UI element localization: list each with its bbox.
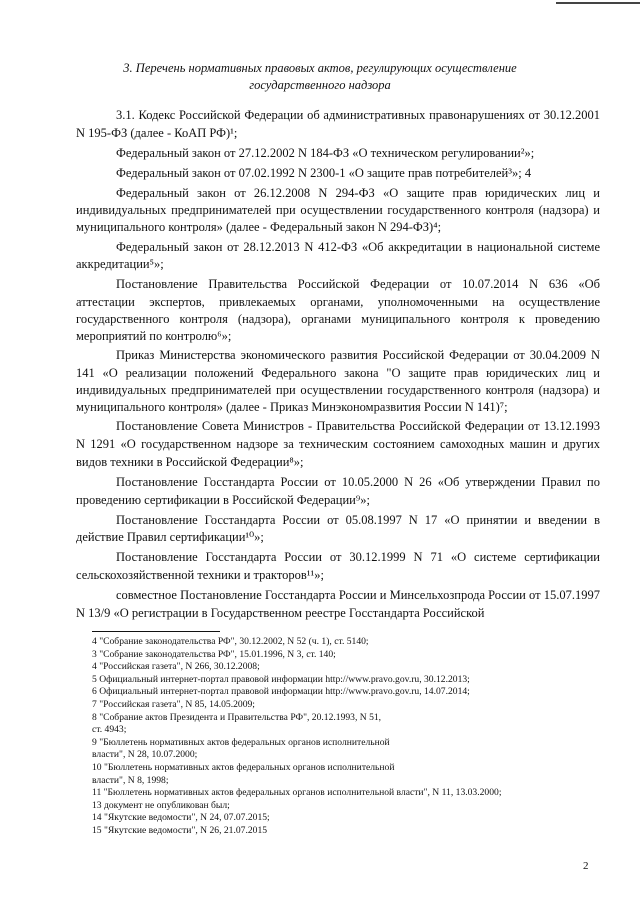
footnote: 13 документ не опубликован был; xyxy=(92,799,230,811)
paragraph-gosstandart-26: Постановление Госстандарта России от 10.05.2000 N 26 «Об утверждении Правил по проведению сертификации в Российской Федерации⁹»; xyxy=(76,474,600,507)
section-heading-line-2: государственного надзора xyxy=(249,78,391,92)
scan-edge-line xyxy=(556,2,640,4)
paragraph-resolution-1291: Постановление Совета Министров - Правительства Российской Федерации от 13.12.1993 N 1291 «О государственном надзоре за техническим состоянием самоходных машин и других видов техники в Российской Федерации⁸»; xyxy=(76,419,600,469)
paragraph-gosstandart-71: Постановление Госстандарта России от 30.12.1999 N 71 «О системе сертификации сельскохозяйственной техники и тракторов¹¹»; xyxy=(76,550,600,583)
paragraph-law-412: Федеральный закон от 28.12.2013 N 412-ФЗ «Об аккредитации в национальной системе аккредитации⁵»; xyxy=(76,239,600,272)
paragraph-joint-13-9: совместное Постановление Госстандарта России и Минсельхозпрода России от 15.07.1997 N 13/9 «О регистрации в Государственном реестре Госстандарта Российской xyxy=(76,588,600,621)
footnote: 4 "Собрание законодательства РФ", 30.12.2002, N 52 (ч. 1), ст. 5140; xyxy=(92,636,369,647)
footnote: 9 "Бюллетень нормативных актов федеральных органов исполнительной xyxy=(92,736,390,748)
footnote: 10 "Бюллетень нормативных актов федеральных органов исполнительной xyxy=(92,761,395,773)
section-heading xyxy=(0,60,640,94)
footnote: 4 "Российская газета", N 266, 30.12.2008; xyxy=(92,661,260,673)
footnote: 7 "Российская газета", N 85, 14.05.2009; xyxy=(92,698,255,710)
paragraph-koap: 3.1. Кодекс Российской Федерации об административных правонарушениях от 30.12.2001 N 195-ФЗ (далее - КоАП РФ)¹; xyxy=(76,108,600,140)
paragraph-gosstandart-17: Постановление Госстандарта России от 05.08.1997 N 17 «О принятии и введении в действие Правил сертификации¹⁰»; xyxy=(76,512,600,545)
paragraph-law-294: Федеральный закон от 26.12.2008 N 294-ФЗ «О защите прав юридических лиц и индивидуальных предпринимателей при осуществлении государственного контроля (надзора) и муниципального контроля» (далее - Федеральный закон N 294-ФЗ)⁴; xyxy=(76,185,600,235)
paragraph-law-2300: Федеральный закон от 07.02.1992 N 2300-1 «О защите прав потребителей³»; 4 xyxy=(116,165,532,180)
footnote: 11 "Бюллетень нормативных актов федеральных органов исполнительной власти", N 11, 13.03.2000; xyxy=(92,787,502,799)
footnote: власти", N 28, 10.07.2000; xyxy=(92,749,198,761)
document-body xyxy=(76,107,600,623)
section-heading-line-1: 3. Перечень нормативных правовых актов, регулирующих осуществление xyxy=(123,61,517,75)
page-number: 2 xyxy=(583,860,589,872)
footnote: 6 Официальный интернет-портал правовой информации http://www.pravo.gov.ru, 14.07.2014; xyxy=(92,686,470,698)
footnote: 5 Официальный интернет-портал правовой информации http://www.pravo.gov.ru, 30.12.2013; xyxy=(92,673,470,685)
paragraph-law-184: Федеральный закон от 27.12.2002 N 184-ФЗ «О техническом регулировании²»; xyxy=(116,145,535,160)
footnote: 3 "Собрание законодательства РФ", 15.01.1996, N 3, ст. 140; xyxy=(92,648,336,660)
footnote: 8 "Собрание актов Президента и Правительства РФ", 20.12.1993, N 51, xyxy=(92,711,382,723)
footnote: 15 "Якутские ведомости", N 26, 21.07.2015 xyxy=(92,824,268,836)
paragraph-order-141: Приказ Министерства экономического развития Российской Федерации от 30.04.2009 N 141 «О реализации положений Федерального закона "О защите прав юридических лиц и индивидуальных предпринимателей при осуществлении государственного контроля (надзора) и муниципального контроля» (далее - Приказ Минэкономразвития России N 141)⁷; xyxy=(76,348,600,414)
footnote: ст. 4943; xyxy=(92,724,127,736)
footnote-separator xyxy=(92,631,220,632)
footnote: власти", N 8, 1998; xyxy=(92,774,169,786)
footnotes xyxy=(92,636,572,838)
footnote: 14 "Якутские ведомости", N 24, 07.07.2015; xyxy=(92,812,270,824)
paragraph-resolution-636: Постановление Правительства Российской Федерации от 10.07.2014 N 636 «Об аттестации экспертов, привлекаемых органами, уполномоченными на осуществление государственного контроля (надзора), органами муниципального контроля к проведению мероприятий по контролю⁶»; xyxy=(76,277,600,343)
